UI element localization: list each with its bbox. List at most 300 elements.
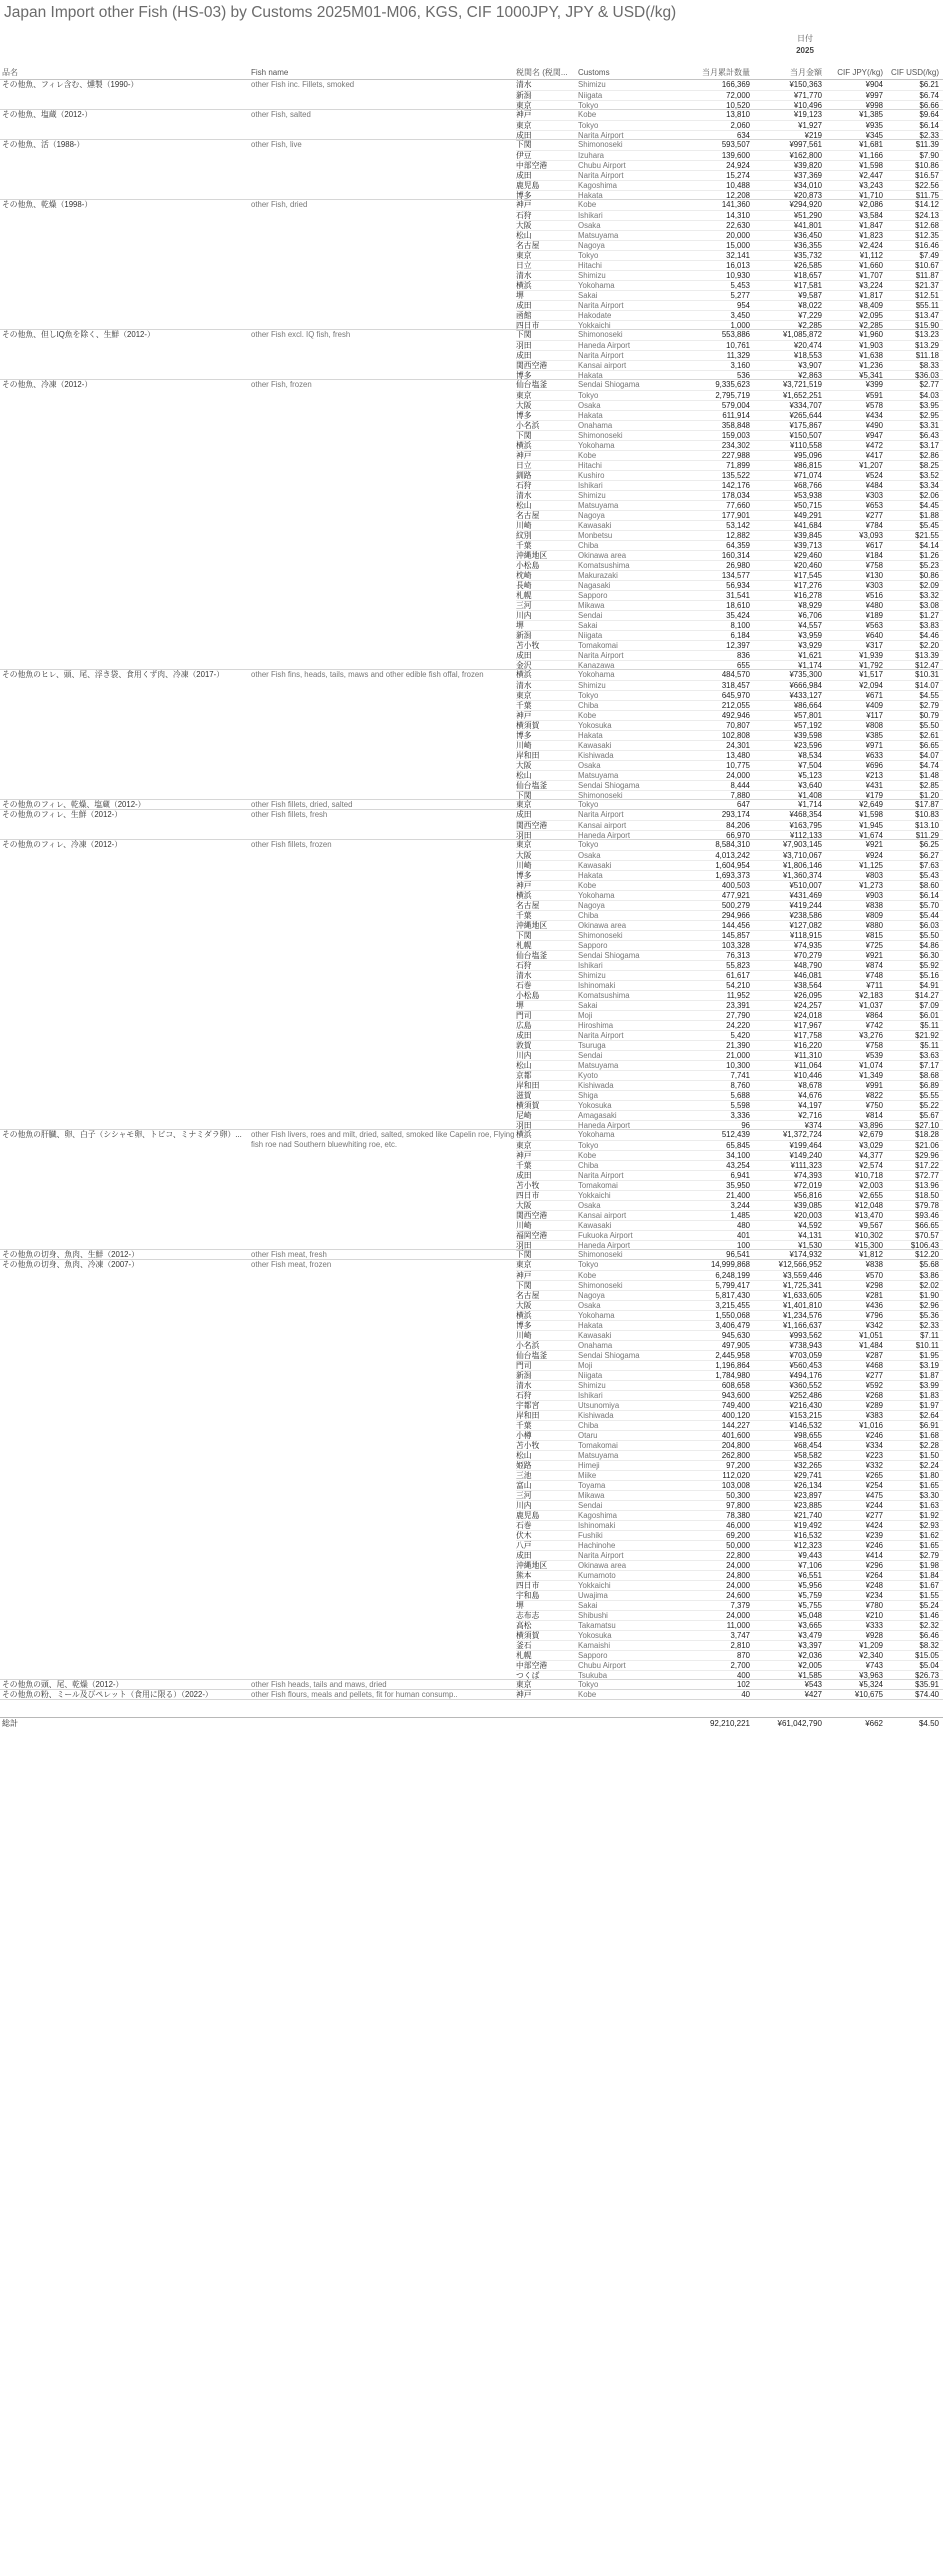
value-cell: ¥2,005 [798, 1661, 822, 1670]
table-row[interactable] [516, 270, 943, 280]
value-cell: ¥18,553 [793, 351, 822, 360]
table-row[interactable] [516, 290, 943, 300]
table-row[interactable] [516, 1190, 943, 1200]
table-row[interactable] [516, 1550, 943, 1560]
table-row[interactable] [516, 1340, 943, 1350]
usd-cell: $6.43 [919, 431, 939, 440]
table-row[interactable] [516, 920, 943, 930]
customs-jp: 東京 [516, 1680, 532, 1689]
customs-en: Kobe [578, 711, 597, 720]
usd-cell: $2.28 [919, 1441, 939, 1450]
customs-en: Sendai Shiogama [578, 781, 640, 790]
table-row[interactable] [516, 780, 943, 790]
usd-cell: $10.86 [915, 161, 939, 170]
table-row[interactable] [516, 190, 943, 200]
usd-cell: $6.30 [919, 951, 939, 960]
customs-en: Narita Airport [578, 651, 624, 660]
usd-cell: $72.77 [915, 1171, 939, 1180]
table-row[interactable] [516, 1050, 943, 1060]
usd-cell: $4.07 [919, 751, 939, 760]
table-row[interactable] [516, 1170, 943, 1180]
kg-cell: 135,522 [721, 471, 750, 480]
table-row[interactable] [516, 690, 943, 700]
table-row[interactable] [516, 510, 943, 520]
value-cell: ¥5,956 [798, 1581, 822, 1590]
table-row[interactable] [516, 170, 943, 180]
table-row[interactable] [516, 590, 943, 600]
value-cell: ¥7,106 [798, 1561, 822, 1570]
table-row[interactable] [516, 850, 943, 860]
kg-cell: 21,390 [726, 1041, 750, 1050]
table-row[interactable] [516, 1490, 943, 1500]
table-row[interactable] [516, 620, 943, 630]
usd-cell: $5.92 [919, 961, 939, 970]
customs-jp: 東京 [516, 101, 532, 110]
table-row[interactable] [516, 1680, 943, 1690]
table-row[interactable] [516, 1430, 943, 1440]
jpy-cell: ¥1,812 [859, 1250, 883, 1259]
jpy-cell: ¥189 [865, 611, 883, 620]
table-row[interactable] [516, 770, 943, 780]
customs-jp: 三池 [516, 1471, 532, 1480]
kg-cell: 8,100 [730, 621, 750, 630]
table-row[interactable] [516, 570, 943, 580]
table-row[interactable] [516, 1610, 943, 1620]
table-row[interactable] [516, 820, 943, 830]
table-row[interactable] [516, 1150, 943, 1160]
usd-cell: $3.31 [919, 421, 939, 430]
table-row[interactable] [516, 1540, 943, 1550]
table-row[interactable] [516, 1420, 943, 1430]
table-row[interactable] [516, 640, 943, 650]
table-row[interactable] [516, 1310, 943, 1320]
jpy-cell: ¥1,823 [859, 231, 883, 240]
table-row[interactable] [516, 1070, 943, 1080]
jpy-cell: ¥1,660 [859, 261, 883, 270]
customs-en: Kawasaki [578, 741, 612, 750]
table-row[interactable] [516, 160, 943, 170]
customs-en: Chubu Airport [578, 161, 626, 170]
table-row[interactable] [516, 1600, 943, 1610]
kg-cell: 50,000 [726, 1541, 750, 1550]
table-row[interactable] [516, 610, 943, 620]
customs-jp: 釧路 [516, 471, 532, 480]
table-row[interactable] [516, 630, 943, 640]
table-row[interactable] [516, 500, 943, 510]
table-row[interactable] [516, 1160, 943, 1170]
value-cell: ¥1,652,251 [782, 391, 822, 400]
table-row[interactable] [516, 390, 943, 400]
customs-en: Yokohama [578, 670, 615, 679]
customs-en: Haneda Airport [578, 831, 631, 840]
table-row[interactable] [516, 1370, 943, 1380]
table-row[interactable] [516, 650, 943, 660]
value-cell: ¥334,707 [789, 401, 822, 410]
table-row[interactable] [516, 340, 943, 350]
jpy-cell: ¥409 [865, 701, 883, 710]
table-row[interactable] [516, 430, 943, 440]
jpy-cell: ¥436 [865, 1301, 883, 1310]
table-row[interactable] [516, 110, 943, 120]
table-row[interactable] [516, 1630, 943, 1640]
usd-cell: $3.95 [919, 401, 939, 410]
jpy-cell: ¥417 [865, 451, 883, 460]
table-row[interactable] [516, 1180, 943, 1190]
table-row[interactable] [516, 1580, 943, 1590]
kg-cell: 10,930 [726, 271, 750, 280]
value-cell: ¥20,003 [793, 1211, 822, 1220]
item-name-jp: その他魚の肝臓、卵、白子（シシャモ卵、トビコ、ミナミダラ卵）... [2, 1130, 242, 1139]
table-row[interactable] [516, 750, 943, 760]
jpy-cell: ¥991 [865, 1081, 883, 1090]
table-row[interactable] [516, 1230, 943, 1240]
table-row[interactable] [516, 760, 943, 770]
jpy-cell: ¥998 [865, 101, 883, 110]
table-row[interactable] [516, 910, 943, 920]
customs-jp: 下関 [516, 140, 532, 149]
table-row[interactable] [516, 1520, 943, 1530]
table-row[interactable] [516, 440, 943, 450]
table-row[interactable] [516, 1140, 943, 1150]
customs-en: Kagoshima [578, 181, 618, 190]
jpy-cell: ¥277 [865, 1511, 883, 1520]
customs-en: Shimizu [578, 1381, 606, 1390]
customs-jp: 清水 [516, 1381, 532, 1390]
table-row[interactable] [516, 880, 943, 890]
table-row[interactable] [516, 980, 943, 990]
table-row[interactable] [516, 310, 943, 320]
customs-jp: 神戸 [516, 1690, 532, 1699]
table-row[interactable] [516, 710, 943, 720]
value-cell: ¥1,714 [798, 800, 822, 809]
customs-en: Makurazaki [578, 571, 618, 580]
table-row[interactable] [516, 200, 943, 210]
value-cell: ¥17,276 [793, 581, 822, 590]
table-row[interactable] [516, 1000, 943, 1010]
table-row[interactable] [516, 100, 943, 110]
usd-cell: $5.11 [920, 1041, 939, 1050]
kg-cell: 84,206 [726, 821, 750, 830]
table-row[interactable] [516, 220, 943, 230]
usd-cell: $2.09 [919, 581, 939, 590]
table-row[interactable] [516, 450, 943, 460]
table-row[interactable] [516, 1460, 943, 1470]
table-row[interactable] [516, 720, 943, 730]
customs-jp: 姫路 [516, 1461, 532, 1470]
customs-jp: 博多 [516, 1321, 532, 1330]
value-cell: ¥1,174 [798, 661, 822, 670]
kg-cell: 9,335,623 [715, 380, 750, 389]
year-header[interactable]: 2025 [796, 46, 814, 55]
table-row[interactable] [516, 210, 943, 220]
value-cell: ¥1,166,637 [782, 1321, 822, 1330]
customs-jp: 羽田 [516, 1121, 532, 1130]
table-row[interactable] [516, 520, 943, 530]
jpy-cell: ¥3,224 [859, 281, 883, 290]
table-row[interactable] [516, 1080, 943, 1090]
usd-cell: $2.32 [919, 1621, 939, 1630]
total-kg: 92,210,221 [709, 1719, 750, 1728]
table-row[interactable] [516, 1270, 943, 1280]
customs-jp: 川崎 [516, 1331, 532, 1340]
table-row[interactable] [516, 1040, 943, 1050]
jpy-cell: ¥130 [865, 571, 883, 580]
jpy-cell: ¥254 [865, 1481, 883, 1490]
col-header-item-jp[interactable]: 品名 [2, 68, 18, 77]
table-row[interactable] [516, 330, 943, 340]
table-row[interactable] [516, 260, 943, 270]
customs-en: Chubu Airport [578, 1661, 626, 1670]
table-row[interactable] [516, 1590, 943, 1600]
table-row[interactable] [516, 370, 943, 380]
table-row[interactable] [516, 1290, 943, 1300]
table-row[interactable] [516, 680, 943, 690]
jpy-cell: ¥246 [865, 1431, 883, 1440]
col-header-value[interactable]: 当月金額 [790, 68, 822, 77]
table-row[interactable] [516, 1470, 943, 1480]
value-cell: ¥4,131 [798, 1231, 822, 1240]
table-row[interactable] [516, 930, 943, 940]
table-row[interactable] [516, 1130, 943, 1140]
table-row[interactable] [516, 1320, 943, 1330]
usd-cell: $7.63 [919, 861, 939, 870]
table-row[interactable] [516, 950, 943, 960]
table-row[interactable] [516, 1020, 943, 1030]
table-row[interactable] [516, 1060, 943, 1070]
table-row[interactable] [516, 740, 943, 750]
kg-cell: 139,600 [721, 151, 750, 160]
table-row[interactable] [516, 1300, 943, 1310]
table-row[interactable] [516, 360, 943, 370]
jpy-cell: ¥434 [865, 411, 883, 420]
table-row[interactable] [516, 830, 943, 840]
table-row[interactable] [516, 1690, 943, 1700]
table-row[interactable] [516, 540, 943, 550]
value-cell: ¥38,564 [793, 981, 822, 990]
table-row[interactable] [516, 80, 943, 90]
table-row[interactable] [516, 1620, 943, 1630]
jpy-cell: ¥1,273 [859, 881, 883, 890]
value-cell: ¥9,587 [798, 291, 822, 300]
customs-jp: 札幌 [516, 591, 532, 600]
usd-cell: $12.51 [915, 291, 939, 300]
table-row[interactable] [516, 180, 943, 190]
customs-jp: 下関 [516, 330, 532, 339]
table-row[interactable] [516, 1350, 943, 1360]
col-header-kg[interactable]: 当月累計数量 [702, 68, 750, 77]
customs-jp: 松山 [516, 231, 532, 240]
kg-cell: 2,445,958 [715, 1351, 750, 1360]
table-row[interactable] [516, 1510, 943, 1520]
jpy-cell: ¥997 [865, 91, 883, 100]
table-row[interactable] [516, 860, 943, 870]
jpy-cell: ¥431 [865, 781, 883, 790]
table-row[interactable] [516, 1650, 943, 1660]
table-row[interactable] [516, 870, 943, 880]
value-cell: ¥68,766 [793, 481, 822, 490]
customs-en: Niigata [578, 631, 603, 640]
kg-cell: 16,013 [726, 261, 750, 270]
customs-jp: 熊本 [516, 1571, 532, 1580]
table-row[interactable] [516, 350, 943, 360]
customs-jp: 松山 [516, 771, 532, 780]
table-row[interactable] [516, 410, 943, 420]
table-row[interactable] [516, 250, 943, 260]
table-row[interactable] [516, 670, 943, 680]
table-row[interactable] [516, 400, 943, 410]
jpy-cell: ¥578 [865, 401, 883, 410]
table-row[interactable] [516, 580, 943, 590]
value-cell: ¥70,279 [793, 951, 822, 960]
usd-cell: $5.44 [919, 911, 939, 920]
kg-cell: 144,227 [721, 1421, 750, 1430]
value-cell: ¥199,464 [789, 1141, 822, 1150]
kg-cell: 212,055 [721, 701, 750, 710]
kg-cell: 634 [736, 131, 750, 140]
table-row[interactable] [516, 1090, 943, 1100]
table-row[interactable] [516, 460, 943, 470]
table-row[interactable] [516, 1240, 943, 1250]
usd-cell: $11.39 [915, 140, 939, 149]
customs-en: Onahama [578, 1341, 613, 1350]
table-row[interactable] [516, 1220, 943, 1230]
table-row[interactable] [516, 1480, 943, 1490]
jpy-cell: ¥289 [865, 1401, 883, 1410]
table-row[interactable] [516, 1640, 943, 1650]
customs-en: Uwajima [578, 1591, 608, 1600]
table-row[interactable] [516, 280, 943, 290]
table-row[interactable] [516, 1530, 943, 1540]
table-row[interactable] [516, 1030, 943, 1040]
usd-cell: $1.55 [919, 1591, 939, 1600]
table-row[interactable] [516, 1260, 943, 1270]
item-name-en: other Fish, frozen [251, 380, 312, 389]
jpy-cell: ¥246 [865, 1541, 883, 1550]
table-row[interactable] [516, 240, 943, 250]
table-row[interactable] [516, 150, 943, 160]
table-row[interactable] [516, 140, 943, 150]
table-row[interactable] [516, 1660, 943, 1670]
table-row[interactable] [516, 1390, 943, 1400]
table-row[interactable] [516, 1500, 943, 1510]
table-row[interactable] [516, 1010, 943, 1020]
table-row[interactable] [516, 490, 943, 500]
table-row[interactable] [516, 530, 943, 540]
kg-cell: 43,254 [726, 1161, 750, 1170]
table-row[interactable] [516, 550, 943, 560]
customs-en: Hiroshima [578, 1021, 614, 1030]
table-row[interactable] [516, 960, 943, 970]
table-row[interactable] [516, 230, 943, 240]
table-row[interactable] [516, 660, 943, 670]
table-row[interactable] [516, 470, 943, 480]
customs-jp: 仙台塩釜 [516, 1351, 548, 1360]
usd-cell: $8.32 [919, 1641, 939, 1650]
table-row[interactable] [516, 1670, 943, 1680]
table-row[interactable] [516, 380, 943, 390]
table-row[interactable] [516, 1380, 943, 1390]
customs-jp: 伏木 [516, 1531, 532, 1540]
table-row[interactable] [516, 480, 943, 490]
table-row[interactable] [516, 1110, 943, 1120]
table-row[interactable] [516, 1410, 943, 1420]
customs-en: Narita Airport [578, 171, 624, 180]
kg-cell: 13,810 [726, 110, 750, 119]
item-name-en: other Fish fillets, dried, salted [251, 800, 353, 809]
value-cell: ¥3,929 [798, 641, 822, 650]
table-row[interactable] [516, 700, 943, 710]
col-header-item-en[interactable]: Fish name [251, 68, 289, 77]
col-header-jpy[interactable]: CIF JPY(/kg) [837, 68, 883, 77]
table-row[interactable] [516, 1250, 943, 1260]
customs-jp: 釜石 [516, 1641, 532, 1650]
table-row[interactable] [516, 1200, 943, 1210]
col-header-usd[interactable]: CIF USD(/kg) [891, 68, 939, 77]
jpy-cell: ¥1,903 [859, 341, 883, 350]
table-row[interactable] [516, 1560, 943, 1570]
table-row[interactable] [516, 890, 943, 900]
kg-cell: 7,741 [730, 1071, 750, 1080]
table-row[interactable] [516, 810, 943, 820]
kg-cell: 318,457 [721, 681, 750, 690]
table-row[interactable] [516, 1330, 943, 1340]
table-row[interactable] [516, 560, 943, 570]
table-row[interactable] [516, 300, 943, 310]
table-row[interactable] [516, 1360, 943, 1370]
table-row[interactable] [516, 800, 943, 810]
table-row[interactable] [516, 1450, 943, 1460]
table-row[interactable] [516, 90, 943, 100]
usd-cell: $11.29 [915, 831, 939, 840]
table-row[interactable] [516, 990, 943, 1000]
kg-cell: 6,248,199 [715, 1271, 750, 1280]
table-row[interactable] [516, 120, 943, 130]
customs-en: Sakai [578, 1001, 598, 1010]
table-row[interactable] [516, 730, 943, 740]
table-row[interactable] [516, 840, 943, 850]
table-row[interactable] [516, 900, 943, 910]
table-row[interactable] [516, 420, 943, 430]
kg-cell: 141,360 [721, 200, 750, 209]
table-row[interactable] [516, 1280, 943, 1290]
jpy-cell: ¥1,638 [859, 351, 883, 360]
customs-jp: 松山 [516, 501, 532, 510]
table-row[interactable] [516, 1210, 943, 1220]
kg-cell: 4,013,242 [715, 851, 750, 860]
value-cell: ¥71,770 [793, 91, 822, 100]
table-row[interactable] [516, 790, 943, 800]
table-row[interactable] [516, 1120, 943, 1130]
jpy-cell: ¥1,236 [859, 361, 883, 370]
col-header-customs-jp[interactable]: 税関名 (税関... [516, 68, 568, 77]
value-cell: ¥5,048 [798, 1611, 822, 1620]
jpy-cell: ¥281 [865, 1291, 883, 1300]
table-row[interactable] [516, 1440, 943, 1450]
table-row[interactable] [516, 320, 943, 330]
table-row[interactable] [516, 940, 943, 950]
jpy-cell: ¥383 [865, 1411, 883, 1420]
table-row[interactable] [516, 600, 943, 610]
usd-cell: $13.96 [915, 1181, 939, 1190]
col-header-customs-en[interactable]: Customs [578, 68, 610, 77]
kg-cell: 358,848 [721, 421, 750, 430]
item-name-jp: その他魚の頭、尾、乾燥（2012-） [2, 1680, 124, 1689]
table-row[interactable] [516, 1100, 943, 1110]
table-row[interactable] [516, 1400, 943, 1410]
table-row[interactable] [516, 130, 943, 140]
table-row[interactable] [516, 970, 943, 980]
table-row[interactable] [516, 1570, 943, 1580]
